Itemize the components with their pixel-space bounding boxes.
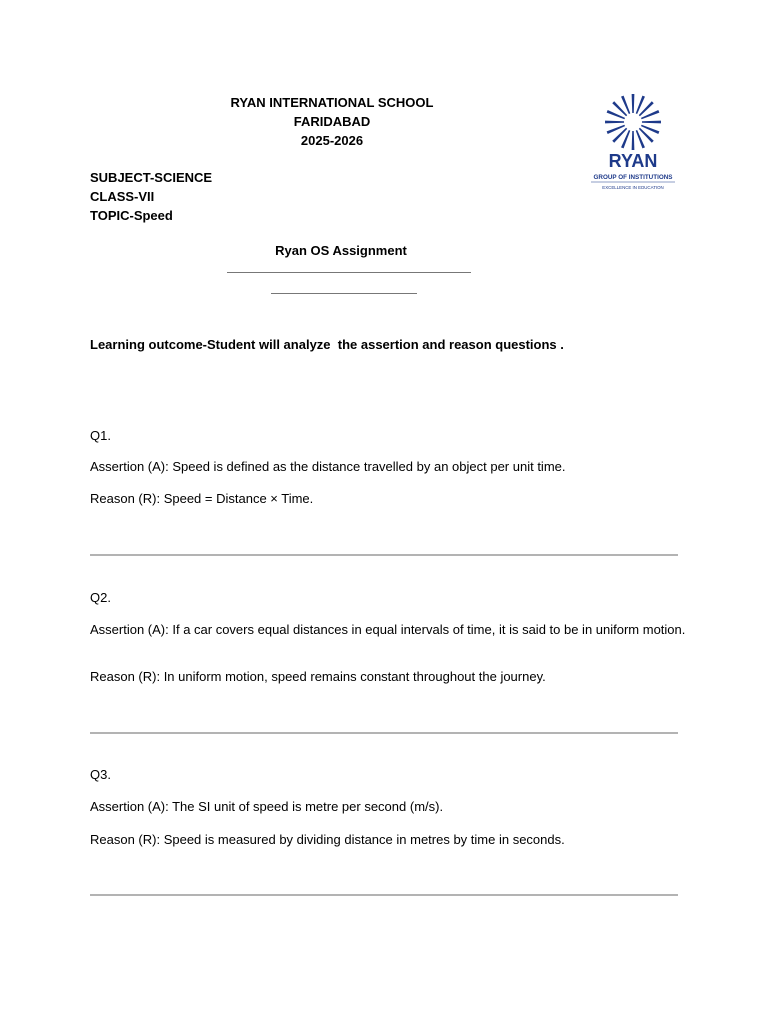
name-underline [227, 272, 471, 273]
question-2-assertion: Assertion (A): If a car covers equal distances in equal intervals of time, it is said to be in uniform motion. [90, 622, 686, 637]
question-3-assertion: Assertion (A): The SI unit of speed is metre per second (m/s). [90, 799, 444, 814]
topic-line: TOPIC-Speed [90, 208, 173, 223]
question-3-reason: Reason (R): Speed is measured by dividing distance in metres by time in seconds. [90, 832, 565, 847]
ryan-logo [583, 92, 683, 194]
question-divider [90, 554, 678, 556]
question-divider [90, 732, 678, 734]
learning-outcome: Learning outcome-Student will analyze the assertion and reason questions . [90, 337, 564, 352]
date-underline [271, 293, 417, 294]
ryan-logo-icon [583, 92, 683, 194]
logo-ray [642, 121, 661, 124]
logo-ray [632, 131, 635, 150]
school-city: FARIDABAD [293, 114, 371, 129]
logo-ray [605, 121, 624, 124]
assignment-meta [90, 168, 212, 225]
logo-subtitle-text: GROUP OF INSTITUTIONS [593, 174, 673, 181]
question-2-label: Q2. [90, 590, 111, 605]
logo-brand-text: RYAN [608, 151, 658, 171]
academic-session: 2025-2026 [300, 133, 364, 148]
question-1-assertion: Assertion (A): Speed is defined as the distance travelled by an object per unit time. [90, 459, 566, 474]
logo-ray [632, 94, 635, 113]
question-1-reason: Reason (R): Speed = Distance × Time. [90, 491, 314, 506]
logo-tagline-text: EXCELLENCE IN EDUCATION [602, 185, 664, 190]
question-3-label: Q3. [90, 767, 111, 782]
assignment-title: Ryan OS Assignment [275, 243, 407, 258]
question-divider [90, 894, 678, 896]
question-1-label: Q1. [90, 428, 111, 443]
subject-line: SUBJECT-SCIENCE [90, 170, 213, 185]
question-2-reason: Reason (R): In uniform motion, speed remains constant throughout the journey. [90, 669, 546, 684]
school-header [200, 93, 464, 150]
school-name: RYAN INTERNATIONAL SCHOOL [230, 95, 434, 110]
class-line: CLASS-VII [90, 189, 155, 204]
